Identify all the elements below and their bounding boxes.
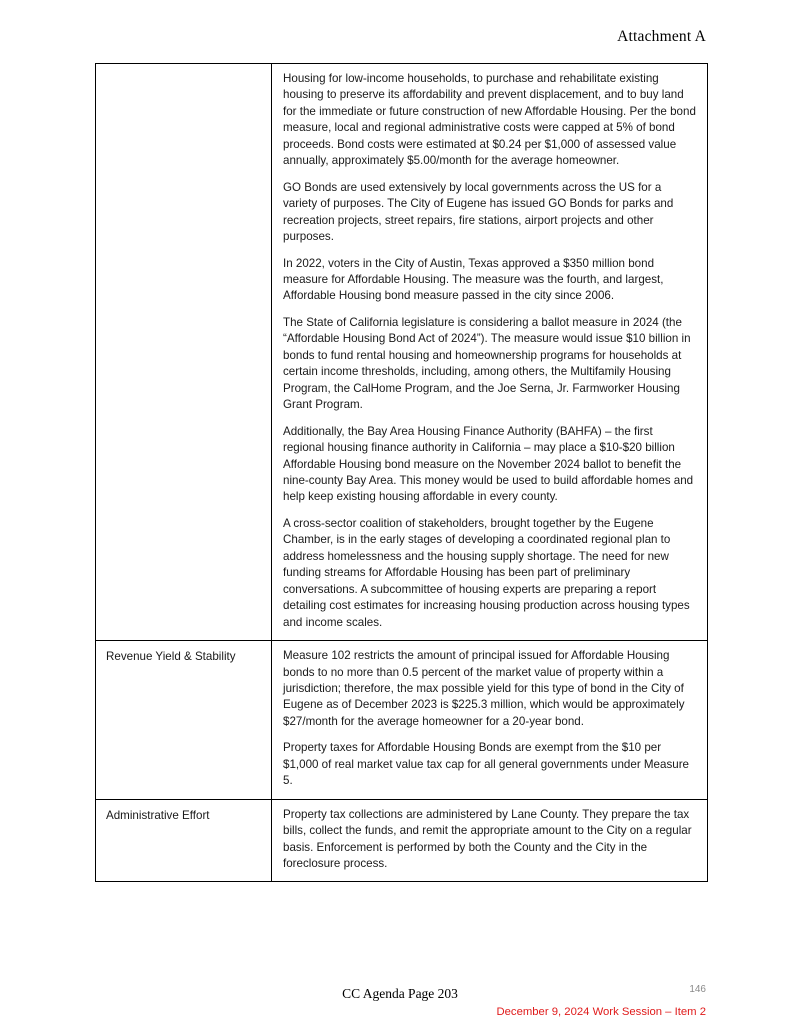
footer-page-number: 146	[689, 984, 706, 995]
table-row-label-cell	[96, 64, 272, 641]
row-label: Administrative Effort	[106, 808, 210, 822]
paragraph: Property tax collections are administered by Lane County. They prepare the tax bills, collect the funds, and remit the appropriate amount to the City on a regular basis. Enforcement is performed by both the County and the City in the foreclosure process.	[283, 807, 692, 871]
table-row	[96, 799, 708, 882]
paragraph: A cross-sector coalition of stakeholders, brought together by the Eugene Chamber, is in the early stages of developing a coordinated regional plan to address homelessness and the housing supply shortage. The need for new funding streams for Affordable Housing has been part of preliminary conversations. A subcommittee of housing experts are preparing a report detailing cost estimates for increasing housing production across housing types and income scales.	[283, 516, 690, 629]
row-body	[272, 641, 707, 799]
table-row-label-cell	[96, 799, 272, 882]
table-row-body-cell	[272, 641, 708, 800]
table-row-body-cell	[272, 64, 708, 641]
footer-session-note: December 9, 2024 Work Session – Item 2	[496, 1006, 706, 1018]
table-row	[96, 64, 708, 641]
row-body	[272, 64, 707, 640]
footer-agenda-page: CC Agenda Page 203	[342, 986, 458, 1001]
paragraph: Measure 102 restricts the amount of principal issued for Affordable Housing bonds to no more than 0.5 percent of the market value of property within a jurisdiction; therefore, the max possible yield for this type of bond in the City of Eugene as of December 2023 is $225.3 million, which would be approximately $27/month for the average homeowner for a 20-year bond.	[283, 649, 685, 728]
content-table	[95, 63, 708, 882]
paragraph: Housing for low-income households, to purchase and rehabilitate existing housing to preserve its affordability and prevent displacement, and to buy land for the immediate or future construction of new Affordable Housing. Per the bond measure, local and regional administrative costs were capped at 5% of bond proceeds. Bond costs were estimated at $0.24 per $1,000 of assessed value annually, approximately $5.00/month for the average homeowner.	[283, 72, 696, 168]
paragraph: Property taxes for Affordable Housing Bonds are exempt from the $10 per $1,000 of real market value tax cap for all general governments under Measure 5.	[283, 741, 690, 788]
attachment-label: Attachment A	[617, 28, 706, 45]
paragraph: Additionally, the Bay Area Housing Finance Authority (BAHFA) – the first regional housing finance authority in California – may place a $10-$20 billion Affordable Housing bond measure on the November 2024 ballot to benefit the nine-county Bay Area. This money would be used to build affordable homes and help keep existing housing affordable in every county.	[283, 424, 694, 504]
row-label	[96, 64, 271, 80]
paragraph: GO Bonds are used extensively by local governments across the US for a variety of purposes. The City of Eugene has issued GO Bonds for parks and recreation projects, street repairs, fire stations, airport projects and other purposes.	[283, 180, 674, 244]
row-body	[272, 800, 707, 882]
table-row	[96, 641, 708, 800]
table-row-body-cell	[272, 799, 708, 882]
paragraph: In 2022, voters in the City of Austin, Texas approved a $350 million bond measure for Affordable Housing. The measure was the fourth, and largest, Affordable Housing bond measure passed in the city since 2006.	[283, 256, 664, 303]
row-label: Revenue Yield & Stability	[106, 650, 236, 664]
table-row-label-cell	[96, 641, 272, 800]
paragraph: The State of California legislature is considering a ballot measure in 2024 (the “Affordable Housing Bond Act of 2024”). The measure would issue $10 billion in bonds to fund rental housing and homeownership programs for households at certain income thresholds, including, among others, the Multifamily Housing Program, the CalHome Program, and the Joe Serna, Jr. Farmworker Housing Grant Program.	[283, 315, 691, 412]
